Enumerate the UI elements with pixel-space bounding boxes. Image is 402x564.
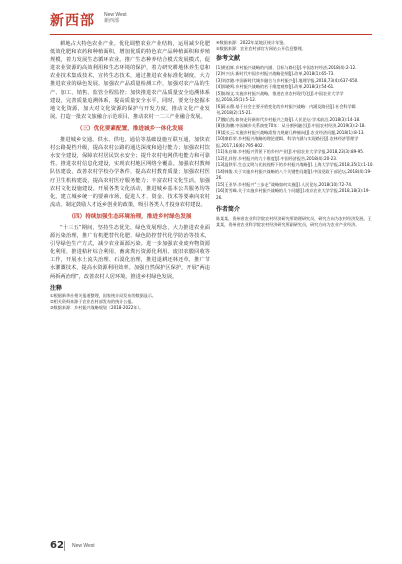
page-number: 62 bbox=[50, 540, 64, 551]
reference-item: [9]姜长云.实施乡村振兴战略需努力规避几种倾向[J].农业经济问题,2018(1):8-13. bbox=[216, 129, 365, 135]
reference-item: [16]贺雪峰.关于实施乡村振兴战略的几个问题[J].南京农业大学学报,2018,18(3):19-26. bbox=[216, 188, 370, 200]
top-note: ⑤数据来源：农业农村部官方网站公开信息整理。 bbox=[216, 46, 306, 52]
page-header bbox=[0, 0, 402, 36]
journal-logo-subtitle bbox=[104, 12, 127, 24]
note-item: ①根据新华社相关报道整理，国家统计局发布的数据显示。 bbox=[50, 292, 157, 298]
section-3-paragraph: 推进城乡交通、供水、供电、通信等基础设施互联互通，加快农村公路提档升级，提高农村公路的通达深度和通行能力；加强农村饮水安全建设，保障农村居民饮水安全；提升农村电网供电能力和可靠性。推进农村信息化建设，实现农村地区网络全覆盖。加强农村教师队伍建设，改善农村学校办学条件，提高农村教育质量；加强农村医疗卫生机构建设，提高农村医疗服务能力；丰富农村文化生活，加强农村文化设施建设。开展各类文化活动，推进城乡基本公共服务均等化。建立城乡统一的要素市场，促进人才、资金、技术等要素向农村流动。制定鼓励人才返乡创业的政策，吸引各类人才投身农村建设。 bbox=[50, 137, 210, 208]
reference-item: [5]陈锡文.实施乡村振兴战略，推进农业农村现代化[J].中国农业大学学报,2018,35(1):5-12. bbox=[216, 90, 344, 103]
reference-item: [11]朱启臻.乡村振兴背景下的乡村产业[J].中国农业大学学报,2018,23(3):89-95. bbox=[216, 149, 365, 155]
reference-item: [13]温铁军.生态文明与比较视野下的乡村振兴战略[J].上海大学学报,2018,35(1):1-10. bbox=[216, 162, 374, 168]
journal-logo: 新西部 bbox=[50, 13, 95, 29]
logo-en-line1: New West bbox=[104, 12, 127, 18]
section-4-title: （四）持续加强生态环境治理，推进乡村绿色发展 bbox=[68, 213, 192, 220]
reference-item: [8]张海鹏.中国城乡关系演变70年：从分割到融合[J].中国农村经济,2019(3):2-18. bbox=[216, 123, 366, 129]
section-3-title: （三）优化要素配置，推进城乡一体化发展 bbox=[76, 125, 184, 132]
left-column bbox=[50, 40, 210, 311]
reference-item: [12]孔祥智.乡村振兴的九个维度[J].中国经济报告,2018(4):20-23. bbox=[216, 155, 338, 161]
note-item: ②相关资料来源于农业农村部发布的统计公报。 bbox=[50, 298, 136, 304]
reference-item: [10]廖彩荣.乡村振兴战略的理论逻辑、科学内涵与实现路径[J].农林经济管理学报,2017,16(6):795-802. bbox=[216, 136, 359, 148]
author-bio: 陈某某，贵州省农业科学院农村经济研究所助理研究员，研究方向为农村经济发展。王某某，贵州省农业科学院农村经济研究所副研究员，研究方向为农业产业经济。 bbox=[216, 215, 372, 228]
intro-paragraph: 耕地占大特色农业产业。优化调整农业产业结构，运用减少化肥低效化肥和农药和种植面积，增加优质的特色农产品种植面积和养殖规模，着力发展生态循环农业。推广生态种养结合模式发展模式，促进农业资源的高效利用和生态环境的保护，着力研究耕地休养生息和农业技术集成技术，宣传生态技术，通过推进农业标准化制度，大力推进农业的绿色发展。加强农产品质量检测工作，加强对农产品的生产、加工、销售、监管全程监控；加快推进农产品质量安全追溯体系建设，完善质量追溯体系，提高质量安全水平。同时，要充分挖掘本地文化资源，加大对文化资源的保护与开发力度，推动文化产业发展。打造一批农文旅融合示范项目，推动农村一二三产业融合发展。 bbox=[50, 41, 210, 120]
reference-item: [3]刘彦随.中国新时代城乡融合与乡村振兴[J].地理学报,2018,73(4):637-650. bbox=[216, 77, 359, 83]
reference-item: [7]魏后凯.如何走好新时代乡村振兴之路[J].人民论坛·学术前沿,2018(3):14-18. bbox=[216, 116, 361, 122]
logo-en-line2: 新西部 bbox=[104, 18, 120, 24]
reference-item: [1]黄祖辉.乡村振兴战略的内涵、目标与路径[J].中国农村经济,2018(4):2-12. bbox=[216, 64, 357, 70]
references-title: 参考文献 bbox=[216, 55, 241, 63]
journal-name: New West bbox=[72, 543, 95, 549]
reference-item: [4]郭晓鸣.乡村振兴战略的若干维度观察[J].改革,2018(3):54-61. bbox=[216, 84, 335, 90]
references-list bbox=[216, 65, 374, 202]
top-note: ④数据来源：2022年某地区统计年鉴。 bbox=[216, 40, 288, 45]
right-column bbox=[216, 40, 374, 229]
reference-item: [2]叶兴庆.新时代中国乡村振兴战略论纲[J].改革,2018(1):65-73. bbox=[216, 71, 335, 77]
reference-item: [15]王亚华.乡村振兴“三步走”战略如何实施[J].人民论坛,2018(10):72-74. bbox=[216, 181, 353, 187]
reference-item: [14]韩俊.关于实施乡村振兴战略的八个关键性问题[J].中国党政干部论坛,2018(4):19-26. bbox=[216, 168, 372, 181]
section-4-paragraph: “十三五”期间，坚持生态优先、绿色发展理念，大力推进农业面源污染治理，推广有机肥替代化肥、绿色防控替代化学防治等技术，引导绿色生产方式，减少农业面源污染。进一步加强农业废弃物资源化利用，推进秸秆综合利用、畜禽粪污资源化利用、废旧农膜回收等工作，开展水土流失治理、石漠化治理，推进退耕还林还草，推广节水灌溉技术，提高水资源利用效率。加强自然保护区保护，开展“两违两拆两治理”，改善农村人居环境。推进乡村绿色发展。 bbox=[50, 224, 210, 280]
footer-divider bbox=[64, 541, 65, 551]
header-divider bbox=[50, 34, 372, 35]
note-item: ③数据来源：乡村振兴战略规划（2018-2022年）。 bbox=[50, 305, 144, 311]
notes-title: 注释 bbox=[50, 284, 63, 292]
author-title: 作者简介 bbox=[216, 206, 241, 214]
reference-item: [6]蒋永穆.基于社会主要矛盾变化的乡村振兴战略：内涵及路径[J].社会科学辑刊,2018(2):15-21. bbox=[216, 103, 356, 116]
